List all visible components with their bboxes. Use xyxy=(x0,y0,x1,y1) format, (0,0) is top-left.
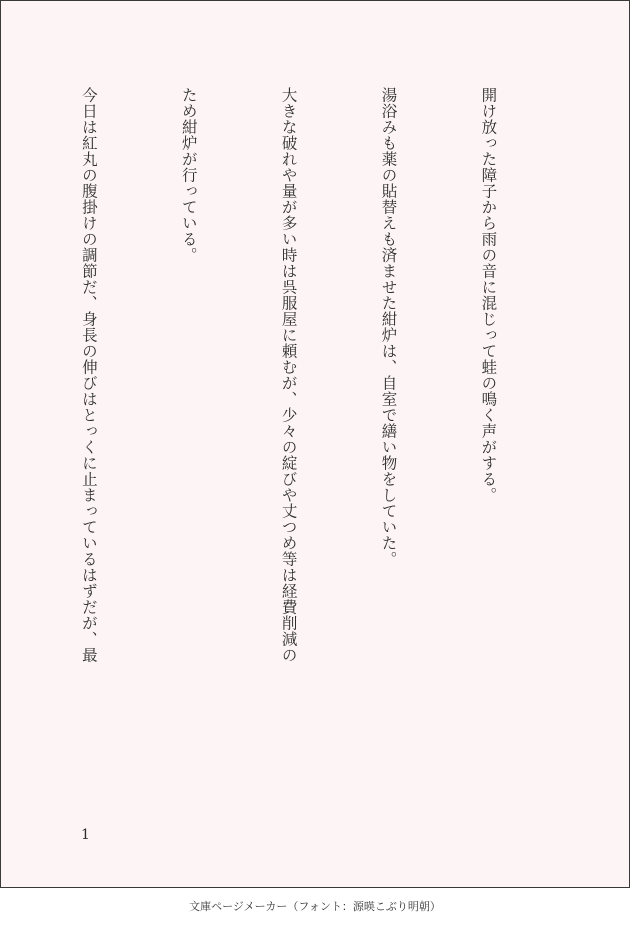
text-line-6 xyxy=(0,87,5,807)
text-line-3: 大きな破れや量が多い時は呉服屋に頼むが、少々の綻びや丈つめ等は経費削減の xyxy=(279,87,298,663)
generator-caption: 文庫ページメーカー（フォント：源暎こぶり明朝） xyxy=(189,900,441,913)
text-line-5: 今日は紅丸の腹掛けの調節だ、身長の伸びはとっくに止まっているはずだが、最 xyxy=(79,87,98,663)
vertical-text-body xyxy=(0,87,571,807)
text-line-4: ため紺炉が行っている。 xyxy=(179,87,198,263)
text-line-1: 開け放った障子から雨の音に混じって蛙の鳴く声がする。 xyxy=(479,87,498,503)
text-line-2: 湯浴みも薬の貼替えも済ませた紺炉は、自室で繕い物をしていた。 xyxy=(379,87,398,567)
page-number: 1 xyxy=(81,827,90,843)
